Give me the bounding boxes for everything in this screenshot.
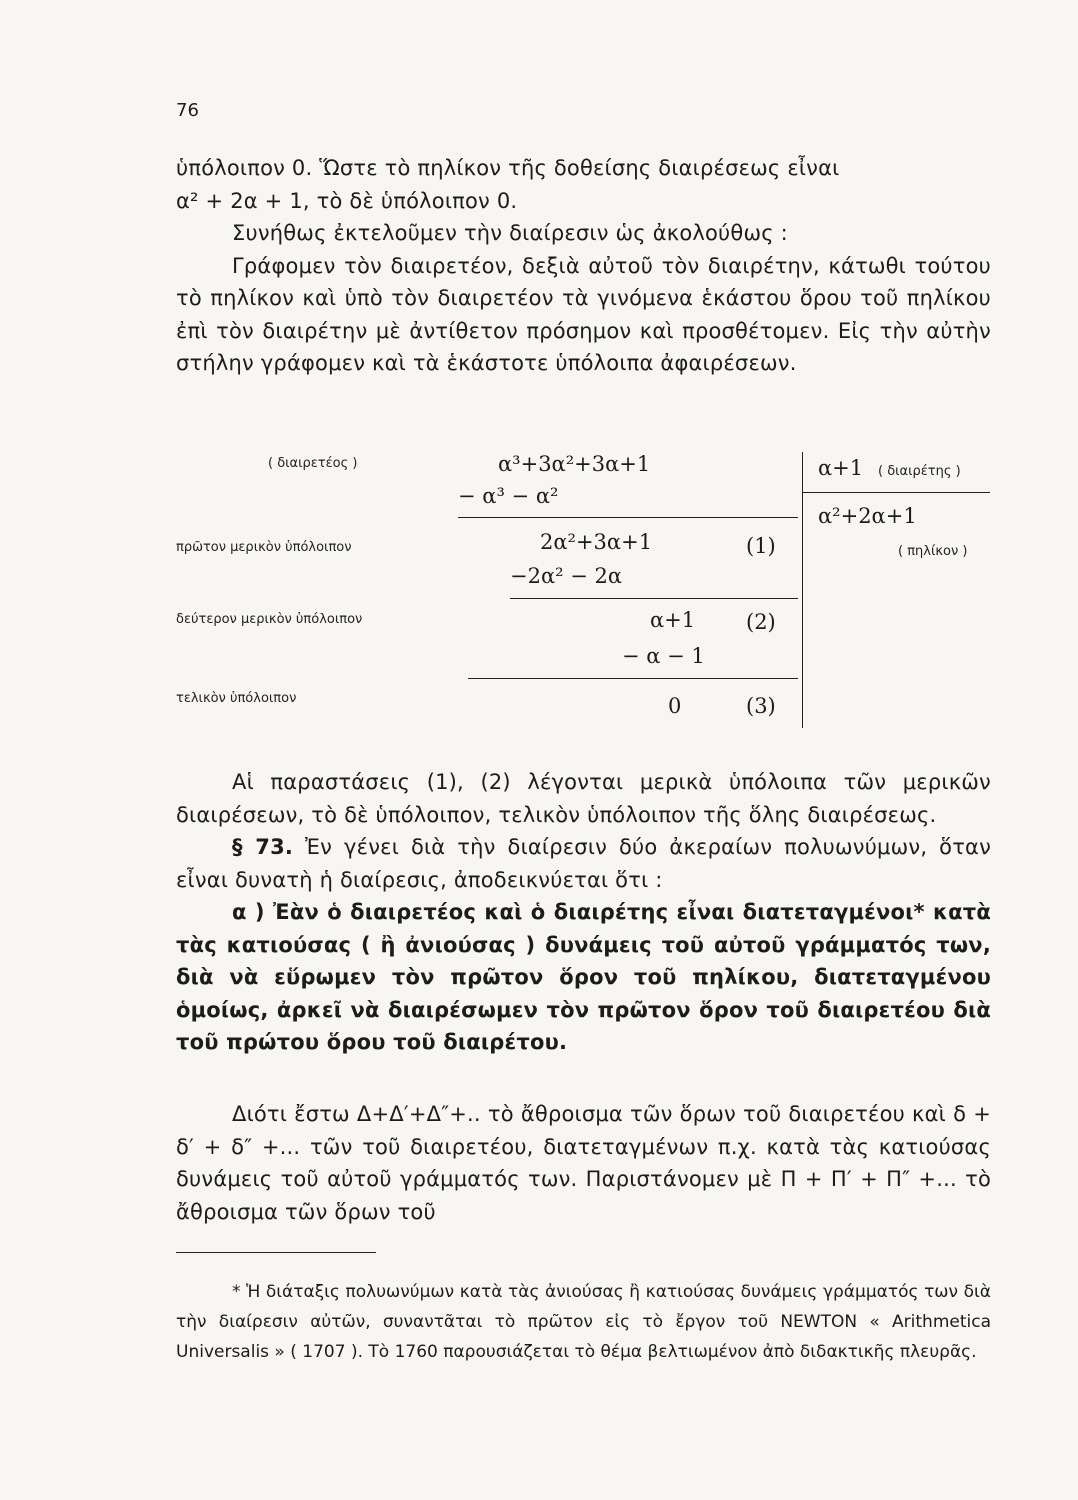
remainder-2: α+1 (650, 608, 696, 632)
label-second-remainder: δεύτερον μερικὸν ὑπόλοιπον (176, 612, 363, 627)
quotient: α²+2α+1 (818, 504, 917, 528)
paragraph-intro (176, 152, 991, 380)
remainder-1: 2α²+3α+1 (540, 530, 653, 554)
subtraction-3: − α − 1 (622, 644, 705, 668)
rule (468, 678, 798, 679)
equation-number-1: (1) (746, 534, 776, 558)
section-text: Ἐν γένει διὰ τὴν διαίρεσιν δύο ἀκεραίων πολυωνύμων, ὅταν εἶναι δυνατὴ ἡ διαίρεσις, ἀποδεικνύεται ὅτι : (176, 835, 992, 892)
label-dividend: ( διαιρετέος ) (268, 456, 358, 471)
divisor-rule (802, 492, 990, 493)
equation-number-2: (2) (746, 610, 776, 634)
subtraction-2: −2α² − 2α (510, 564, 623, 588)
label-divisor: ( διαιρέτης ) (878, 464, 961, 479)
label-quotient: ( πηλίκον ) (898, 544, 968, 559)
footnote-text: * Ἡ διάταξις πολυωνύμων κατὰ τὰς ἀνιούσας ἢ κατιούσας δυνάμεις γράμματός των διὰ τὴν διαίρεσιν αὐτῶν, συναντᾶται τὸ πρῶτον εἰς τὸ ἔργον τοῦ NEWTON « Arithmetica Universalis » ( 1707 ). Τὸ 1760 παρουσιάζεται τὸ θέμα βελτιωμένον ἀπὸ διδακτικῆς πλευρᾶς. (176, 1282, 991, 1362)
theorem-statement: α ) Ἐὰν ὁ διαιρετέος καὶ ὁ διαιρέτης εἶναι διατεταγμένοι* κατὰ τὰς κατιούσας ( ἢ ἀνιούσας ) δυνάμεις τοῦ αὐτοῦ γράμματός των, διὰ νὰ εὕρωμεν τὸν πρῶτον ὅρον τοῦ πηλίκου, διατεταγμένου ὁμοίως, ἀρκεῖ νὰ διαιρέσωμεν τὸν πρῶτον ὅρον τοῦ διαιρετέου διὰ τοῦ πρώτου ὅρου τοῦ διαιρέτου. (176, 900, 991, 1054)
text-line: Συνήθως ἐκτελοῦμεν τὴν διαίρεσιν ὡς ἀκολούθως : (232, 221, 788, 245)
final-remainder: 0 (668, 694, 682, 718)
text-paragraph: Διότι ἔστω Δ+Δ′+Δ″+.. τὸ ἄθροισμα τῶν ὅρων τοῦ διαιρετέου καὶ δ + δ′ + δ″ +... τῶν τοῦ διαιρετέου, διατεταγμένων π.χ. κατὰ τὰς κατιούσας δυνάμεις τοῦ αὐτοῦ γράμματός των. Παριστάνομεν μὲ Π + Π′ + Π″ +... τὸ ἄθροισμα τῶν ὅρων τοῦ (176, 1102, 991, 1224)
divisor-bar (802, 452, 803, 728)
dividend: α³+3α²+3α+1 (498, 452, 651, 476)
footnote-divider (176, 1252, 376, 1253)
paragraph-proof (176, 1098, 991, 1228)
footnote (176, 1277, 991, 1367)
long-division-scheme (176, 448, 991, 728)
equation-number-3: (3) (746, 694, 776, 718)
divisor: α+1 (818, 456, 864, 480)
rule (458, 517, 798, 518)
text-paragraph: Αἱ παραστάσεις (1), (2) λέγονται μερικὰ ὑπόλοιπα τῶν μερικῶν διαιρέσεων, τὸ δὲ ὑπόλοιπον, τελικὸν ὑπόλοιπον τῆς ὅλης διαιρέσεως. (176, 770, 991, 827)
text-line: α² + 2α + 1, τὸ δὲ ὑπόλοιπον 0. (176, 188, 518, 213)
subtraction-1: − α³ − α² (458, 484, 559, 508)
section-paragraph (176, 831, 991, 896)
section-number: § 73. (232, 835, 294, 859)
label-first-remainder: πρῶτον μερικὸν ὑπόλοιπον (176, 540, 352, 555)
text-paragraph: Γράφομεν τὸν διαιρετέον, δεξιὰ αὐτοῦ τὸν διαιρέτην, κάτωθι τούτου τὸ πηλίκον καὶ ὑπὸ τὸν διαιρετέον τὰ γινόμενα ἑκάστου ὅρου τοῦ πηλίκου ἐπὶ τὸν διαιρέτην μὲ ἀντίθετον πρόσημον καὶ προσθέτομεν. Εἰς τὴν αὐτὴν στήλην γράφομεν καὶ τὰ ἑκάστοτε ὑπόλοιπα ἀφαιρέσεων. (176, 253, 991, 375)
rule (510, 598, 798, 599)
page-number: 76 (176, 100, 199, 121)
label-final-remainder: τελικὸν ὑπόλοιπον (176, 691, 297, 706)
paragraph-section-73 (176, 766, 991, 1059)
text-line: ὑπόλοιπον 0. Ὥστε τὸ πηλίκον τῆς δοθείσης διαιρέσεως εἶναι (176, 156, 840, 180)
